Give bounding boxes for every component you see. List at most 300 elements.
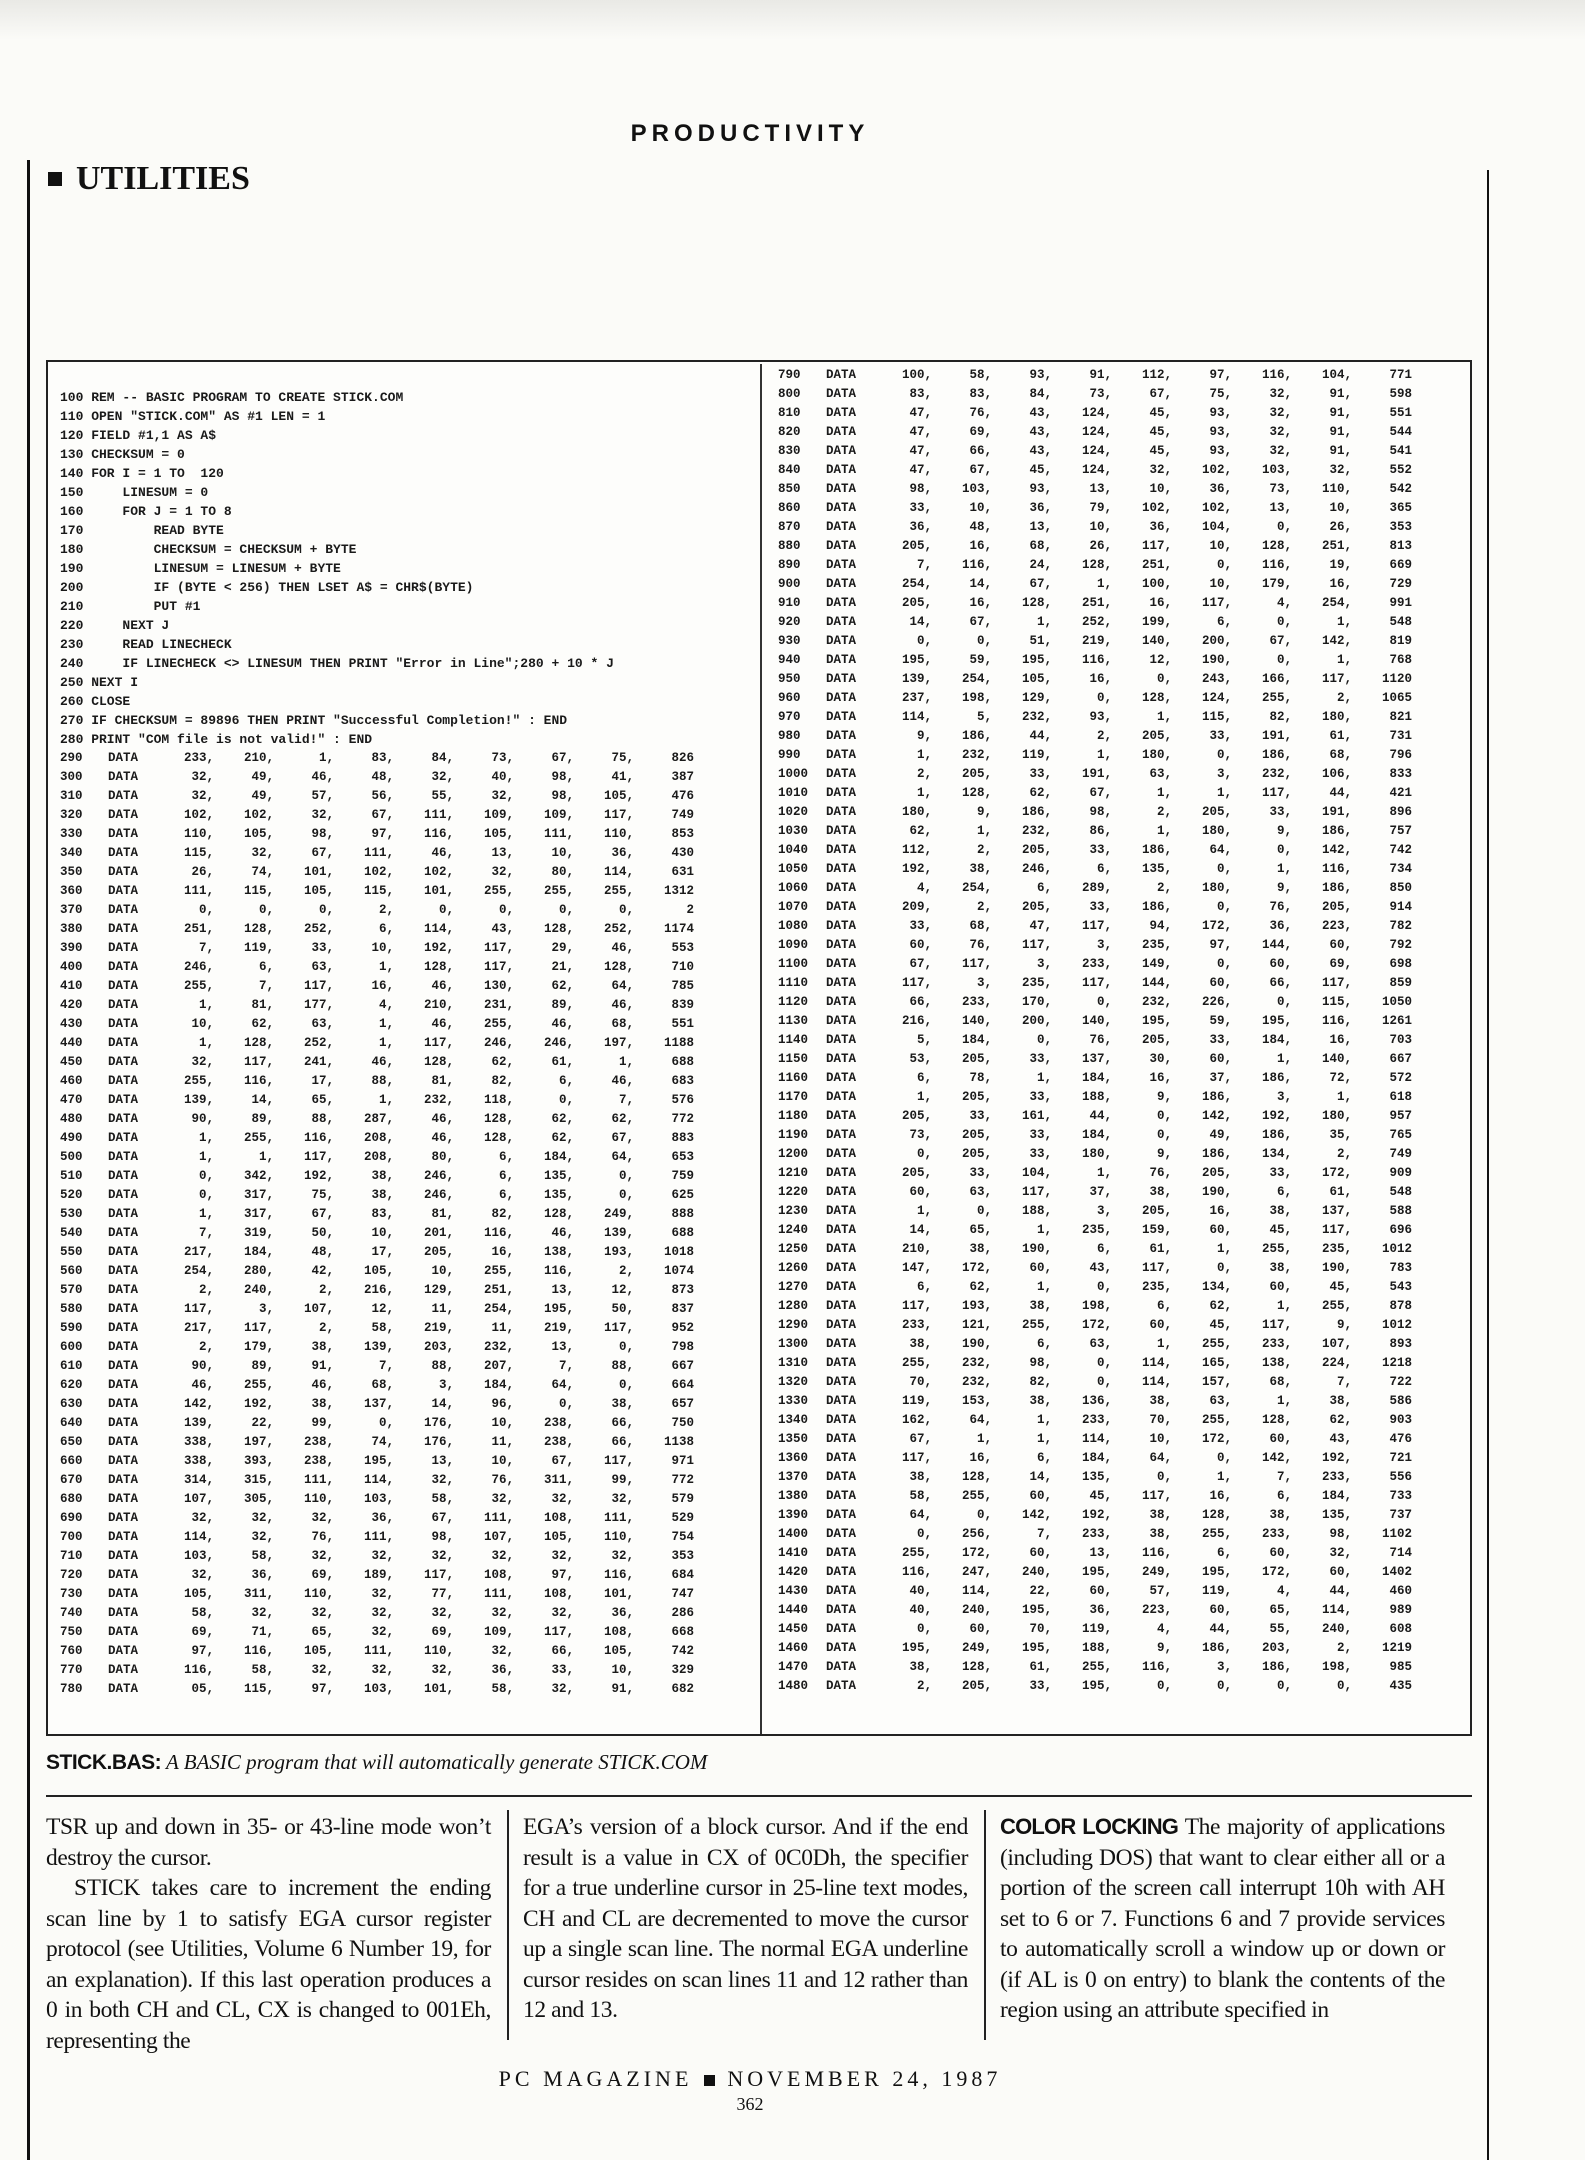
data-value: 219, (543, 1321, 574, 1335)
data-value: 137, (363, 1397, 394, 1411)
data-value: 38, (909, 1470, 932, 1484)
data-value: 66, (551, 1644, 574, 1658)
data-value: 888 (671, 1207, 694, 1221)
line-number: 980 (778, 729, 801, 743)
data-value: 55, (1269, 1622, 1292, 1636)
data-line (778, 575, 1468, 594)
data-value: 62, (551, 1112, 574, 1126)
data-value: 729 (1389, 577, 1412, 591)
data-value: 9, (916, 729, 932, 743)
data-line (60, 1528, 750, 1547)
data-value: 43, (1089, 1261, 1112, 1275)
data-line (778, 1677, 1468, 1696)
data-value: 255, (1201, 1413, 1232, 1427)
data-value: 107, (1321, 1337, 1352, 1351)
data-value: 353 (1389, 520, 1412, 534)
data-line (60, 882, 750, 901)
section-title (48, 160, 250, 198)
data-keyword: DATA (826, 1318, 857, 1332)
data-line (60, 1642, 750, 1661)
data-keyword: DATA (826, 1603, 857, 1617)
data-value: 88, (371, 1074, 394, 1088)
data-value: 754 (671, 1530, 694, 1544)
line-number: 670 (60, 1473, 83, 1487)
data-line (778, 461, 1468, 480)
data-keyword: DATA (108, 1131, 139, 1145)
data-value: 105, (363, 1264, 394, 1278)
line-number: 1460 (778, 1641, 809, 1655)
data-value: 46, (191, 1378, 214, 1392)
data-value: 32, (191, 1055, 214, 1069)
data-value: 1, (976, 1432, 992, 1446)
data-value: 142, (1321, 634, 1352, 648)
data-value: 205, (1141, 729, 1172, 743)
data-keyword: DATA (108, 1587, 139, 1601)
data-keyword: DATA (108, 770, 139, 784)
data-value: 72, (1329, 1071, 1352, 1085)
data-value: 205, (961, 767, 992, 781)
data-line (778, 1183, 1468, 1202)
caption-rule (46, 1795, 1472, 1797)
data-value: 813 (1389, 539, 1412, 553)
data-value: 68, (1329, 748, 1352, 762)
data-value: 89, (251, 1112, 274, 1126)
line-number: 1140 (778, 1033, 809, 1047)
line-number: 750 (60, 1625, 83, 1639)
data-value: 254, (961, 881, 992, 895)
line-number: 1050 (778, 862, 809, 876)
data-value: 38, (1329, 1394, 1352, 1408)
data-keyword: DATA (108, 1663, 139, 1677)
line-number: 710 (60, 1549, 83, 1563)
data-value: 43, (1029, 406, 1052, 420)
data-value: 1050 (1381, 995, 1412, 1009)
data-value: 106, (1321, 767, 1352, 781)
data-value: 139, (363, 1340, 394, 1354)
data-value: 893 (1389, 1337, 1412, 1351)
data-value: 235, (1141, 1280, 1172, 1294)
data-line (60, 1205, 750, 1224)
data-value: 172, (961, 1261, 992, 1275)
data-value: 65, (969, 1223, 992, 1237)
data-value: 205, (423, 1245, 454, 1259)
data-value: 16, (1149, 596, 1172, 610)
data-value: 209, (901, 900, 932, 914)
data-value: 0, (1096, 1375, 1112, 1389)
data-value: 839 (671, 998, 694, 1012)
data-value: 1261 (1381, 1014, 1412, 1028)
data-value: 44, (1029, 729, 1052, 743)
data-line (60, 1319, 750, 1338)
data-value: 254, (1321, 596, 1352, 610)
data-value: 144, (1261, 938, 1292, 952)
data-line (60, 1680, 750, 1699)
data-value: 102, (423, 865, 454, 879)
data-value: 237, (901, 691, 932, 705)
data-value: 93, (1209, 406, 1232, 420)
data-value: 240, (243, 1283, 274, 1297)
data-value: 2, (618, 1264, 634, 1278)
data-value: 67, (1269, 634, 1292, 648)
data-value: 114, (1141, 1356, 1172, 1370)
data-keyword: DATA (108, 1093, 139, 1107)
data-value: 6, (1036, 1451, 1052, 1465)
data-value: 200, (1021, 1014, 1052, 1028)
data-value: 172, (1201, 919, 1232, 933)
data-value: 129, (423, 1283, 454, 1297)
data-value: 81, (431, 1207, 454, 1221)
data-value: 210, (423, 998, 454, 1012)
data-value: 460 (1389, 1584, 1412, 1598)
data-value: 124, (1201, 691, 1232, 705)
data-keyword: DATA (826, 976, 857, 990)
data-value: 32, (431, 1606, 454, 1620)
line-number: 1470 (778, 1660, 809, 1674)
data-line (60, 749, 750, 768)
data-value: 186, (1261, 1128, 1292, 1142)
data-value: 60, (1029, 1546, 1052, 1560)
data-value: 91, (311, 1359, 334, 1373)
data-value: 1, (1036, 1071, 1052, 1085)
data-value: 33, (1209, 1033, 1232, 1047)
line-number: 860 (778, 501, 801, 515)
data-value: 246, (423, 1188, 454, 1202)
data-value: 13, (1029, 520, 1052, 534)
data-value: 117, (961, 957, 992, 971)
data-value: 177, (303, 998, 334, 1012)
data-value: 117, (543, 1625, 574, 1639)
data-value: 102, (183, 808, 214, 822)
data-keyword: DATA (826, 691, 857, 705)
listing-divider (760, 364, 762, 1734)
data-value: 184, (1081, 1128, 1112, 1142)
data-value: 195, (1141, 1014, 1172, 1028)
data-value: 1, (378, 1017, 394, 1031)
data-value: 13, (491, 846, 514, 860)
data-value: 223, (1321, 919, 1352, 933)
data-value: 109, (543, 808, 574, 822)
data-value: 255, (1201, 1527, 1232, 1541)
data-value: 4, (1276, 1584, 1292, 1598)
data-value: 243, (1201, 672, 1232, 686)
data-value: 114, (423, 922, 454, 936)
data-keyword: DATA (108, 1682, 139, 1696)
data-value: 117, (1261, 1318, 1292, 1332)
data-line (60, 1015, 750, 1034)
data-value: 60, (1269, 957, 1292, 971)
data-value: 93, (1209, 444, 1232, 458)
line-number: 770 (60, 1663, 83, 1677)
data-line (60, 1357, 750, 1376)
data-value: 235, (1021, 976, 1052, 990)
program-line: 230 READ LINECHECK (60, 637, 232, 652)
data-value: 1, (1276, 1052, 1292, 1066)
data-value: 1, (198, 1131, 214, 1145)
data-value: 233, (1081, 957, 1112, 971)
data-value: 749 (671, 808, 694, 822)
data-value: 190, (1201, 653, 1232, 667)
line-number: 380 (60, 922, 83, 936)
data-value: 254, (183, 1264, 214, 1278)
data-value: 1065 (1381, 691, 1412, 705)
data-keyword: DATA (108, 1340, 139, 1354)
data-value: 32, (311, 1549, 334, 1563)
data-value: 205, (1141, 1204, 1172, 1218)
data-value: 36, (909, 520, 932, 534)
data-value: 44, (1329, 786, 1352, 800)
data-value: 205, (961, 1052, 992, 1066)
data-value: 254, (483, 1302, 514, 1316)
data-line (60, 1262, 750, 1281)
data-value: 1012 (1381, 1318, 1412, 1332)
data-value: 205, (901, 1166, 932, 1180)
data-value: 10, (491, 1416, 514, 1430)
data-value: 199, (1141, 615, 1172, 629)
data-value: 664 (671, 1378, 694, 1392)
data-line (60, 1395, 750, 1414)
data-value: 12, (611, 1283, 634, 1297)
data-value: 0, (1216, 957, 1232, 971)
data-value: 618 (1389, 1090, 1412, 1104)
data-keyword: DATA (826, 862, 857, 876)
data-value: 117, (1261, 786, 1292, 800)
program-line: 150 LINESUM = 0 (60, 485, 209, 500)
data-value: 142, (1321, 843, 1352, 857)
data-value: 36, (611, 846, 634, 860)
line-number: 340 (60, 846, 83, 860)
data-value: 82, (491, 1074, 514, 1088)
data-value: 3, (976, 976, 992, 990)
data-value: 139, (183, 1093, 214, 1107)
data-keyword: DATA (108, 865, 139, 879)
data-value: 111, (303, 1473, 334, 1487)
data-value: 97, (1209, 938, 1232, 952)
data-value: 33, (1029, 1052, 1052, 1066)
data-value: 110, (423, 1644, 454, 1658)
data-value: 0, (1096, 1280, 1112, 1294)
data-value: 1102 (1381, 1527, 1412, 1541)
data-keyword: DATA (826, 1527, 857, 1541)
data-value: 44, (1089, 1109, 1112, 1123)
data-value: 110, (603, 827, 634, 841)
data-value: 233, (183, 751, 214, 765)
caption-text: A BASIC program that will automatically generate STICK.COM (161, 1750, 708, 1774)
data-value: 60, (1209, 1052, 1232, 1066)
data-keyword: DATA (826, 1565, 857, 1579)
data-value: 957 (1389, 1109, 1412, 1123)
data-value: 108, (543, 1511, 574, 1525)
data-value: 117, (1021, 1185, 1052, 1199)
data-value: 136, (1081, 1394, 1112, 1408)
data-line (60, 1091, 750, 1110)
data-value: 7, (258, 979, 274, 993)
data-line (60, 1224, 750, 1243)
data-value: 62, (551, 1131, 574, 1145)
data-value: 186, (1201, 1090, 1232, 1104)
data-keyword: DATA (108, 789, 139, 803)
line-number: 330 (60, 827, 83, 841)
data-value: 311, (243, 1587, 274, 1601)
data-value: 38, (1029, 1299, 1052, 1313)
data-value: 184, (1081, 1071, 1112, 1085)
data-value: 184, (543, 1150, 574, 1164)
data-value: 1, (1276, 862, 1292, 876)
data-value: 116, (961, 558, 992, 572)
column-rule (507, 1810, 509, 2040)
data-value: 45, (1329, 1280, 1352, 1294)
data-value: 32, (551, 1606, 574, 1620)
data-value: 14, (431, 1397, 454, 1411)
data-value: 286 (671, 1606, 694, 1620)
data-line (60, 1585, 750, 1604)
data-value: 205, (1201, 1166, 1232, 1180)
data-value: 195, (363, 1454, 394, 1468)
data-value: 32, (191, 1568, 214, 1582)
data-value: 66, (611, 1416, 634, 1430)
data-value: 783 (1389, 1261, 1412, 1275)
data-value: 83, (909, 387, 932, 401)
data-value: 32, (611, 1549, 634, 1563)
data-value: 0, (1216, 748, 1232, 762)
data-value: 32, (491, 865, 514, 879)
data-value: 233, (1261, 1337, 1292, 1351)
data-value: 51, (1029, 634, 1052, 648)
data-value: 252, (1081, 615, 1112, 629)
data-value: 2, (1156, 881, 1172, 895)
data-value: 193, (603, 1245, 634, 1259)
data-value: 32, (491, 789, 514, 803)
data-value: 32, (431, 1549, 454, 1563)
data-value: 1, (916, 1204, 932, 1218)
program-line: 120 FIELD #1,1 AS A$ (60, 428, 217, 443)
data-value: 13, (551, 1283, 574, 1297)
data-value: 0, (618, 1378, 634, 1392)
data-value: 254, (961, 672, 992, 686)
data-value: 667 (671, 1359, 694, 1373)
data-value: 76, (1149, 1166, 1172, 1180)
data-value: 329 (671, 1663, 694, 1677)
data-line (60, 996, 750, 1015)
data-value: 16, (969, 1451, 992, 1465)
data-keyword: DATA (826, 406, 857, 420)
data-value: 669 (1389, 558, 1412, 572)
data-value: 33, (1089, 843, 1112, 857)
data-value: 7, (558, 1359, 574, 1373)
data-value: 198, (1321, 1660, 1352, 1674)
data-value: 05, (191, 1682, 214, 1696)
data-value: 36, (251, 1568, 274, 1582)
data-value: 10, (969, 501, 992, 515)
data-value: 45, (1029, 463, 1052, 477)
data-value: 210, (243, 751, 274, 765)
data-value: 249, (961, 1641, 992, 1655)
data-value: 47, (909, 444, 932, 458)
data-value: 186, (1321, 824, 1352, 838)
line-number: 1440 (778, 1603, 809, 1617)
data-value: 135, (543, 1188, 574, 1202)
line-number: 1270 (778, 1280, 809, 1294)
data-value: 0, (916, 1527, 932, 1541)
data-keyword: DATA (826, 1489, 857, 1503)
line-number: 1400 (778, 1527, 809, 1541)
data-value: 252, (303, 1036, 334, 1050)
data-value: 102, (1201, 463, 1232, 477)
data-value: 2 (686, 903, 694, 917)
line-number: 320 (60, 808, 83, 822)
data-value: 6, (1096, 1242, 1112, 1256)
data-value: 246, (423, 1169, 454, 1183)
data-value: 110, (183, 827, 214, 841)
program-line: 210 PUT #1 (60, 599, 201, 614)
data-keyword: DATA (108, 1245, 139, 1259)
data-value: 883 (671, 1131, 694, 1145)
data-value: 991 (1389, 596, 1412, 610)
data-value: 32, (551, 1682, 574, 1696)
line-number: 1070 (778, 900, 809, 914)
data-value: 159, (1141, 1223, 1172, 1237)
data-line (778, 936, 1468, 955)
data-value: 117, (603, 1454, 634, 1468)
data-value: 192, (1261, 1109, 1292, 1123)
data-value: 255, (1261, 691, 1292, 705)
data-value: 683 (671, 1074, 694, 1088)
data-line (60, 1034, 750, 1053)
data-value: 684 (671, 1568, 694, 1582)
data-value: 32, (491, 1606, 514, 1620)
data-value: 0, (558, 903, 574, 917)
data-value: 1, (1096, 748, 1112, 762)
line-number: 1260 (778, 1261, 809, 1275)
data-value: 64, (1149, 1451, 1172, 1465)
data-value: 30, (1149, 1052, 1172, 1066)
line-number: 1150 (778, 1052, 809, 1066)
data-value: 311, (543, 1473, 574, 1487)
data-value: 38, (909, 1660, 932, 1674)
data-value: 200, (1201, 634, 1232, 648)
data-value: 128, (483, 1112, 514, 1126)
data-value: 117, (243, 1321, 274, 1335)
data-value: 45, (1149, 406, 1172, 420)
data-value: 6, (1216, 1546, 1232, 1560)
data-value: 0, (1216, 1679, 1232, 1693)
data-value: 76, (969, 406, 992, 420)
data-line (778, 822, 1468, 841)
data-value: 62, (491, 1055, 514, 1069)
data-value: 111, (603, 1511, 634, 1525)
data-value: 26, (1329, 520, 1352, 534)
data-value: 435 (1389, 1679, 1412, 1693)
data-value: 128, (543, 922, 574, 936)
data-value: 653 (671, 1150, 694, 1164)
line-number: 1230 (778, 1204, 809, 1218)
data-value: 205, (1141, 1033, 1172, 1047)
data-value: 64, (611, 1150, 634, 1164)
article-column-2 (523, 1812, 968, 2026)
data-value: 768 (1389, 653, 1412, 667)
line-number: 590 (60, 1321, 83, 1335)
data-value: 579 (671, 1492, 694, 1506)
data-value: 89, (251, 1359, 274, 1373)
data-line (60, 1623, 750, 1642)
data-value: 46, (431, 1131, 454, 1145)
data-value: 233, (1081, 1413, 1112, 1427)
data-value: 56, (371, 789, 394, 803)
data-value: 111, (483, 1511, 514, 1525)
data-value: 6, (558, 1074, 574, 1088)
data-value: 1018 (663, 1245, 694, 1259)
data-value: 1, (1156, 786, 1172, 800)
data-value: 971 (671, 1454, 694, 1468)
